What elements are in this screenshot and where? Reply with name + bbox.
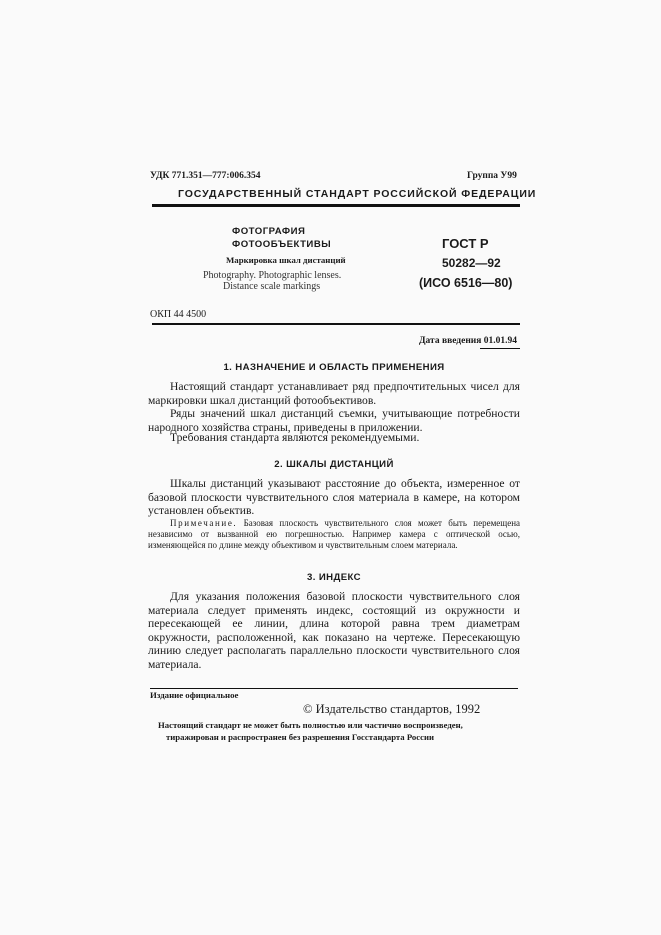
section-2-paragraph-1: Шкалы дистанций указывают расстояние до объекта, измеренное от базовой плоскости чувствительного слоя материала в камере, на котором установлен объектив. [148, 477, 520, 518]
english-title-2: Distance scale markings [223, 281, 321, 292]
gost-label: ГОСТ Р [442, 236, 489, 251]
section-3-paragraph-1: Для указания положения базовой плоскости чувствительного слоя материала следует применять индекс, состоящий из окружности и пересекающей ее линии, длина которой равна трем диаметрам окружности, расположенной, как показано на чертеже. Пересекающую линию следует располагать параллельно плоскости чувствительного слоя материала. [148, 590, 520, 671]
section-2-note [148, 518, 520, 551]
section-1-paragraph-3: Требования стандарта являются рекомендуемыми. [170, 431, 420, 444]
header-thick-rule [152, 204, 520, 207]
title-block-rule [152, 323, 520, 325]
title-line-1: ФОТОГРАФИЯ [232, 226, 306, 237]
date-underline [480, 348, 520, 349]
footer-rule [150, 688, 518, 689]
gost-number: 50282—92 [442, 256, 501, 270]
section-1-title: 1. НАЗНАЧЕНИЕ И ОБЛАСТЬ ПРИМЕНЕНИЯ [223, 362, 445, 373]
title-line-3: Маркировка шкал дистанций [226, 255, 346, 265]
english-title-1: Photography. Photographic lenses. [203, 270, 342, 281]
reproduction-notice-1: Настоящий стандарт не может быть полностью или частично воспроизведен, [158, 720, 463, 730]
standard-title: ГОСУДАРСТВЕННЫЙ СТАНДАРТ РОССИЙСКОЙ ФЕДЕРАЦИИ [178, 188, 537, 200]
section-1-paragraph-2: Ряды значений шкал дистанций съемки, учитывающие потребности народного хозяйства страны, приведены в приложении. [148, 407, 520, 434]
introduction-date: Дата введения 01.01.94 [419, 336, 518, 346]
section-3-title: 3. ИНДЕКС [307, 572, 361, 583]
title-line-2: ФОТООБЪЕКТИВЫ [232, 239, 332, 250]
section-2-title: 2. ШКАЛЫ ДИСТАНЦИЙ [274, 459, 394, 470]
copyright: © Издательство стандартов, 1992 [303, 702, 481, 716]
note-text: Базовая плоскость чувствительного слоя может быть перемещена независимо от вызванной ею погрешностью. Например камера с оптической осью, изменяющейся по длине между объективом и чувствительным слоем материала. [148, 518, 521, 550]
udc-code: УДК 771.351—777:006.354 [150, 171, 261, 181]
group-code: Группа У99 [467, 171, 517, 181]
iso-reference: (ИСО 6516—80) [419, 276, 513, 290]
note-label: Примечание. [170, 518, 238, 528]
okp-code: ОКП 44 4500 [150, 309, 207, 320]
section-1-paragraph-1: Настоящий стандарт устанавливает ряд предпочтительных чисел для маркировки шкал дистанций фотообъективов. [148, 380, 520, 407]
reproduction-notice-2: тиражирован и распространен без разрешения Госстандарта России [166, 732, 434, 742]
official-edition: Издание официальное [150, 690, 239, 700]
